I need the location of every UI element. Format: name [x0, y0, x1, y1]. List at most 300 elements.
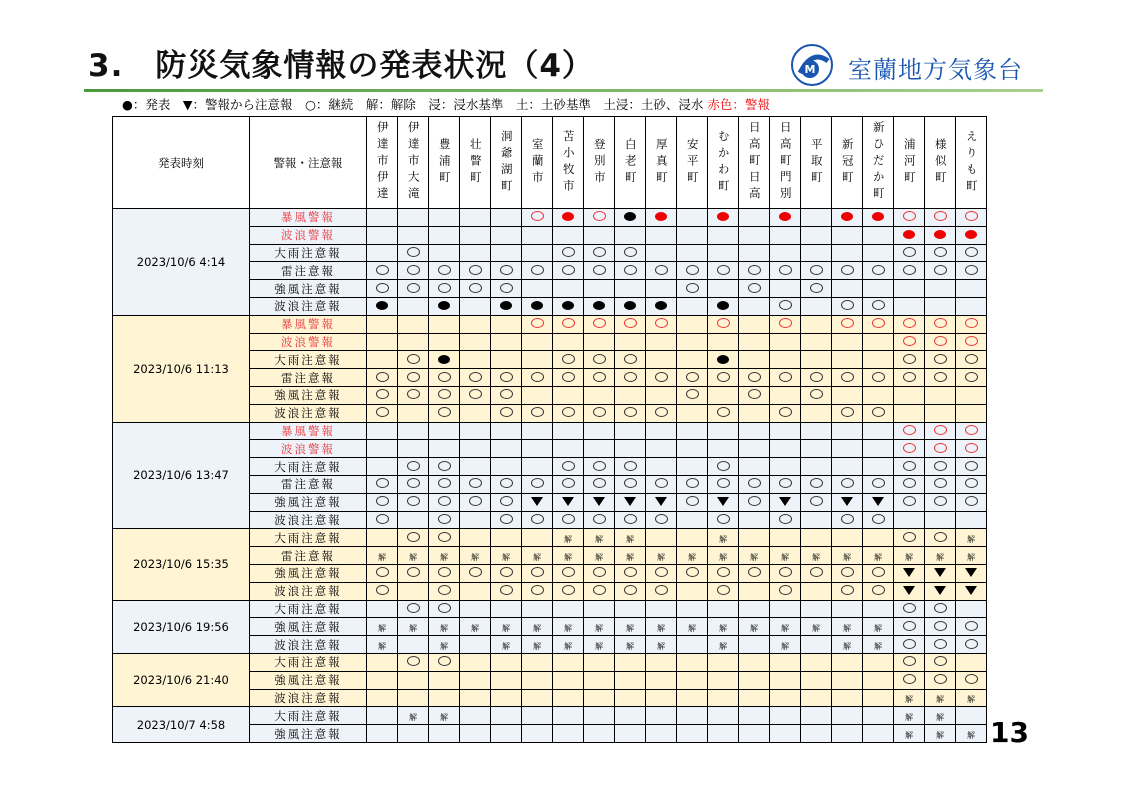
continue-icon — [469, 372, 482, 382]
warning-continue-icon — [903, 336, 916, 346]
status-cell — [522, 689, 553, 707]
status-cell — [615, 333, 646, 351]
continue-icon — [748, 567, 761, 577]
status-cell — [739, 297, 770, 315]
continue-icon — [500, 407, 513, 417]
continue-icon — [562, 478, 575, 488]
warning-kind: 大雨注意報 — [250, 600, 367, 618]
warning-continue-icon — [624, 318, 637, 328]
status-cell — [367, 653, 398, 671]
warning-continue-icon — [531, 318, 544, 328]
status-cell — [615, 209, 646, 227]
table-row — [113, 422, 987, 440]
cancel-mark: 解 — [440, 623, 448, 633]
warning-continue-icon — [531, 211, 544, 221]
status-cell — [460, 689, 491, 707]
status-cell — [925, 404, 956, 422]
continue-icon — [407, 461, 420, 471]
status-cell — [367, 547, 398, 565]
column-header — [367, 117, 398, 209]
continue-icon — [469, 496, 482, 506]
status-cell — [894, 440, 925, 458]
status-cell — [925, 707, 956, 725]
status-cell — [956, 529, 987, 547]
column-header — [677, 117, 708, 209]
warning-issued-icon — [965, 230, 977, 239]
cancel-mark: 解 — [936, 552, 944, 562]
status-cell — [584, 351, 615, 369]
status-cell — [646, 386, 677, 404]
continue-icon — [562, 265, 575, 275]
status-cell — [429, 351, 460, 369]
municipality-name: 伊達市大滝 — [406, 121, 421, 204]
warning-kind: 波浪注意報 — [250, 689, 367, 707]
status-cell — [739, 582, 770, 600]
cancel-mark: 解 — [657, 641, 665, 651]
status-cell — [770, 475, 801, 493]
issued-icon — [531, 301, 543, 310]
status-cell — [956, 422, 987, 440]
continue-icon — [562, 585, 575, 595]
issued-icon — [562, 301, 574, 310]
downgrade-icon — [934, 586, 946, 595]
status-cell — [894, 564, 925, 582]
status-cell — [646, 297, 677, 315]
issued-icon — [500, 301, 512, 310]
cancel-mark: 解 — [874, 641, 882, 651]
status-cell — [863, 226, 894, 244]
title-underline — [84, 89, 1043, 92]
status-cell — [522, 351, 553, 369]
warning-continue-icon — [965, 443, 978, 453]
continue-icon — [965, 496, 978, 506]
status-cell — [522, 369, 553, 387]
status-cell — [522, 529, 553, 547]
status-cell — [832, 671, 863, 689]
warning-continue-icon — [934, 443, 947, 453]
status-cell — [708, 564, 739, 582]
continue-icon — [438, 389, 451, 399]
column-header — [739, 117, 770, 209]
status-cell — [677, 618, 708, 636]
status-cell — [367, 458, 398, 476]
status-cell — [770, 226, 801, 244]
continue-icon — [779, 300, 792, 310]
status-cell — [801, 618, 832, 636]
continue-icon — [407, 496, 420, 506]
continue-icon — [438, 496, 451, 506]
cancel-mark: 解 — [626, 534, 634, 544]
status-cell — [956, 618, 987, 636]
cancel-mark: 解 — [502, 552, 510, 562]
status-cell — [460, 671, 491, 689]
warning-kind: 波浪注意報 — [250, 511, 367, 529]
status-cell — [925, 671, 956, 689]
status-cell — [429, 404, 460, 422]
municipality-name: 洞爺湖町 — [499, 129, 514, 196]
status-cell — [925, 529, 956, 547]
status-cell — [832, 297, 863, 315]
warning-continue-icon — [903, 425, 916, 435]
status-cell — [801, 386, 832, 404]
status-cell — [894, 529, 925, 547]
status-cell — [894, 689, 925, 707]
continue-icon — [438, 372, 451, 382]
status-cell — [398, 689, 429, 707]
status-cell — [491, 582, 522, 600]
status-cell — [801, 440, 832, 458]
status-cell — [553, 671, 584, 689]
status-cell — [863, 369, 894, 387]
status-cell — [522, 440, 553, 458]
status-cell — [367, 511, 398, 529]
status-cell — [956, 404, 987, 422]
status-cell — [925, 226, 956, 244]
continue-icon — [779, 514, 792, 524]
status-cell — [615, 315, 646, 333]
continue-icon — [903, 265, 916, 275]
status-cell — [398, 458, 429, 476]
continue-icon — [500, 389, 513, 399]
status-cell — [739, 333, 770, 351]
status-cell — [677, 529, 708, 547]
cancel-mark: 解 — [533, 623, 541, 633]
continue-icon — [593, 478, 606, 488]
legend — [122, 95, 770, 113]
status-cell — [832, 458, 863, 476]
status-cell — [801, 422, 832, 440]
status-cell — [491, 297, 522, 315]
table-row — [113, 209, 987, 227]
status-cell — [956, 333, 987, 351]
status-cell — [398, 422, 429, 440]
status-cell — [491, 547, 522, 565]
cancel-mark: 解 — [967, 694, 975, 704]
status-cell — [398, 636, 429, 654]
continue-icon — [407, 567, 420, 577]
continue-icon — [810, 389, 823, 399]
continue-icon — [469, 283, 482, 293]
status-cell — [398, 600, 429, 618]
header-kind: 警報・注意報 — [250, 117, 367, 209]
continue-icon — [841, 585, 854, 595]
status-cell — [429, 280, 460, 298]
status-cell — [739, 262, 770, 280]
continue-icon — [531, 567, 544, 577]
continue-icon — [717, 585, 730, 595]
column-header — [832, 117, 863, 209]
status-cell — [770, 209, 801, 227]
status-cell — [584, 725, 615, 743]
continue-icon — [593, 407, 606, 417]
status-cell — [677, 636, 708, 654]
cancel-mark: 解 — [409, 712, 417, 722]
continue-icon — [934, 674, 947, 684]
status-cell — [925, 547, 956, 565]
continue-icon — [965, 247, 978, 257]
status-cell — [739, 636, 770, 654]
downgrade-icon — [562, 497, 574, 506]
status-cell — [677, 600, 708, 618]
warning-kind: 強風注意報 — [250, 564, 367, 582]
status-cell — [522, 547, 553, 565]
status-cell — [739, 547, 770, 565]
status-cell — [739, 315, 770, 333]
status-cell — [522, 475, 553, 493]
column-header — [801, 117, 832, 209]
continue-icon — [438, 532, 451, 542]
status-cell — [491, 315, 522, 333]
status-cell — [553, 475, 584, 493]
column-header — [491, 117, 522, 209]
status-cell — [894, 600, 925, 618]
cancel-mark: 解 — [843, 552, 851, 562]
status-cell — [894, 351, 925, 369]
status-cell — [770, 422, 801, 440]
continue-icon — [903, 639, 916, 649]
status-cell — [398, 564, 429, 582]
status-cell — [770, 564, 801, 582]
cancel-mark: 解 — [967, 534, 975, 544]
status-cell — [832, 547, 863, 565]
status-cell — [801, 280, 832, 298]
continue-icon — [500, 265, 513, 275]
municipality-name: むかわ町 — [716, 129, 731, 196]
municipality-name: 日高町門別 — [778, 121, 793, 204]
status-cell — [894, 636, 925, 654]
status-cell — [894, 209, 925, 227]
status-cell — [491, 440, 522, 458]
status-cell — [863, 618, 894, 636]
column-header — [522, 117, 553, 209]
status-cell — [460, 297, 491, 315]
status-cell — [367, 315, 398, 333]
status-cell — [708, 493, 739, 511]
status-cell — [925, 351, 956, 369]
status-cell — [801, 511, 832, 529]
continue-icon — [903, 354, 916, 364]
status-cell — [367, 671, 398, 689]
warning-continue-icon — [593, 211, 606, 221]
status-cell — [832, 333, 863, 351]
status-cell — [925, 244, 956, 262]
continue-icon — [593, 567, 606, 577]
status-cell — [460, 600, 491, 618]
status-cell — [832, 440, 863, 458]
cancel-mark: 解 — [812, 623, 820, 633]
status-cell — [677, 707, 708, 725]
issue-time: 2023/10/7 4:58 — [113, 707, 250, 743]
status-cell — [646, 618, 677, 636]
municipality-name: 安平町 — [685, 137, 700, 188]
warning-continue-icon — [903, 443, 916, 453]
status-cell — [925, 333, 956, 351]
continue-icon — [965, 461, 978, 471]
status-cell — [522, 582, 553, 600]
cancel-mark: 解 — [750, 623, 758, 633]
warning-issued-icon — [841, 212, 853, 221]
status-cell — [429, 618, 460, 636]
warning-kind: 大雨注意報 — [250, 707, 367, 725]
continue-icon — [965, 354, 978, 364]
status-cell — [801, 725, 832, 743]
continue-icon — [376, 514, 389, 524]
warning-continue-icon — [779, 318, 792, 328]
status-cell — [460, 653, 491, 671]
status-cell — [894, 244, 925, 262]
status-cell — [770, 369, 801, 387]
continue-icon — [376, 372, 389, 382]
warning-kind: 雷注意報 — [250, 262, 367, 280]
continue-icon — [903, 461, 916, 471]
cancel-mark: 解 — [564, 534, 572, 544]
municipality-name: 浦河町 — [902, 137, 917, 188]
warning-kind: 強風注意報 — [250, 618, 367, 636]
organization-name: 室蘭地方気象台 — [848, 56, 1023, 84]
status-cell — [646, 636, 677, 654]
status-cell — [863, 351, 894, 369]
status-cell — [553, 315, 584, 333]
status-cell — [584, 404, 615, 422]
continue-icon — [655, 478, 668, 488]
continue-icon — [686, 372, 699, 382]
continue-icon — [965, 621, 978, 631]
continue-icon — [438, 514, 451, 524]
header-time: 発表時刻 — [113, 117, 250, 209]
status-cell — [615, 404, 646, 422]
status-cell — [863, 725, 894, 743]
status-cell — [832, 209, 863, 227]
status-cell — [863, 315, 894, 333]
continue-icon — [717, 478, 730, 488]
status-cell — [584, 475, 615, 493]
legend-text: ●：発表 ▼：警報から注意報 ○：継続 解：解除 浸：浸水基準 土：土砂基準 土浸：土砂、浸水 — [122, 97, 704, 112]
issue-time: 2023/10/6 11:13 — [113, 315, 250, 422]
status-cell — [801, 315, 832, 333]
warning-kind: 波浪注意報 — [250, 582, 367, 600]
status-cell — [925, 369, 956, 387]
status-cell — [832, 725, 863, 743]
status-cell — [367, 725, 398, 743]
column-header — [646, 117, 677, 209]
continue-icon — [903, 372, 916, 382]
continue-icon — [655, 265, 668, 275]
cancel-mark: 解 — [781, 623, 789, 633]
status-cell — [894, 511, 925, 529]
warning-continue-icon — [903, 211, 916, 221]
warning-kind: 波浪警報 — [250, 440, 367, 458]
status-cell — [367, 404, 398, 422]
continue-icon — [438, 478, 451, 488]
status-cell — [367, 351, 398, 369]
issued-icon — [717, 355, 729, 364]
continue-icon — [407, 603, 420, 613]
status-cell — [925, 262, 956, 280]
issue-time: 2023/10/6 19:56 — [113, 600, 250, 653]
status-cell — [615, 547, 646, 565]
warning-continue-icon — [965, 318, 978, 328]
continue-icon — [407, 283, 420, 293]
cancel-mark: 解 — [688, 623, 696, 633]
continue-icon — [934, 639, 947, 649]
status-cell — [460, 315, 491, 333]
continue-icon — [903, 656, 916, 666]
status-cell — [615, 636, 646, 654]
status-cell — [925, 600, 956, 618]
continue-icon — [810, 496, 823, 506]
continue-icon — [469, 265, 482, 275]
status-cell — [398, 671, 429, 689]
status-cell — [956, 671, 987, 689]
status-cell — [770, 458, 801, 476]
continue-icon — [872, 407, 885, 417]
continue-icon — [903, 532, 916, 542]
status-cell — [398, 547, 429, 565]
status-cell — [398, 262, 429, 280]
status-cell — [584, 280, 615, 298]
status-cell — [429, 547, 460, 565]
status-cell — [677, 547, 708, 565]
status-cell — [398, 369, 429, 387]
continue-icon — [469, 567, 482, 577]
status-cell — [584, 297, 615, 315]
status-cell — [801, 600, 832, 618]
continue-icon — [438, 567, 451, 577]
continue-icon — [531, 514, 544, 524]
cancel-mark: 解 — [595, 641, 603, 651]
status-cell — [646, 404, 677, 422]
status-cell — [429, 209, 460, 227]
status-cell — [956, 244, 987, 262]
status-cell — [708, 511, 739, 529]
status-cell — [708, 386, 739, 404]
status-cell — [367, 440, 398, 458]
warning-continue-icon — [655, 318, 668, 328]
status-cell — [863, 689, 894, 707]
cancel-mark: 解 — [905, 552, 913, 562]
status-cell — [429, 244, 460, 262]
warning-continue-icon — [965, 336, 978, 346]
status-cell — [615, 351, 646, 369]
municipality-name: 豊浦町 — [437, 137, 452, 188]
status-cell — [615, 671, 646, 689]
status-cell — [367, 369, 398, 387]
continue-icon — [624, 514, 637, 524]
status-cell — [522, 458, 553, 476]
status-cell — [615, 511, 646, 529]
continue-icon — [841, 372, 854, 382]
status-cell — [801, 564, 832, 582]
continue-icon — [469, 478, 482, 488]
continue-icon — [903, 247, 916, 257]
status-cell — [522, 564, 553, 582]
status-cell — [646, 689, 677, 707]
warning-issued-icon — [779, 212, 791, 221]
status-cell — [491, 404, 522, 422]
status-cell — [894, 653, 925, 671]
municipality-name: 厚真町 — [654, 137, 669, 188]
warning-issued-icon — [562, 212, 574, 221]
warning-status-table — [112, 116, 987, 743]
status-cell — [491, 636, 522, 654]
status-cell — [925, 440, 956, 458]
status-cell — [584, 547, 615, 565]
status-cell — [708, 618, 739, 636]
continue-icon — [934, 496, 947, 506]
status-cell — [708, 369, 739, 387]
cancel-mark: 解 — [843, 623, 851, 633]
status-cell — [491, 493, 522, 511]
